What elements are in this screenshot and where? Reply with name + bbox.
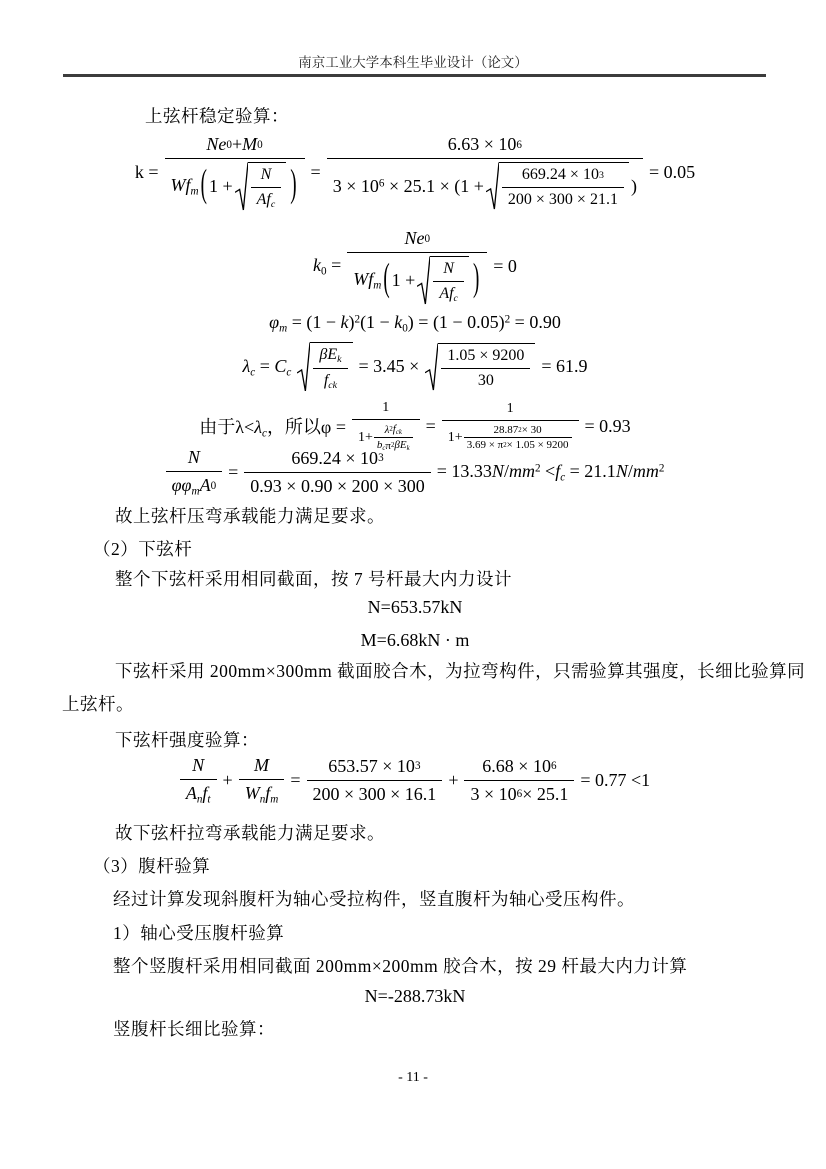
- open-paren: (: [383, 257, 390, 301]
- fraction-denominator: 200 × 300 × 21.1: [507, 191, 618, 209]
- fraction: [307, 755, 443, 806]
- fraction-denominator: [165, 159, 305, 212]
- plus-sign: +: [448, 769, 459, 790]
- fraction: [442, 400, 579, 452]
- term: $3 \times 10^6 \times 25.1 \times (1$ +: [332, 175, 484, 196]
- term: 1+: [357, 429, 373, 445]
- radicand: [248, 162, 287, 211]
- fraction: [433, 259, 464, 305]
- fraction-denominator: 3.69 × π 2 × 1.05 × 9200: [466, 439, 569, 452]
- fraction: [313, 345, 347, 392]
- para-lower-chord-conclusion: 故下弦杆拉弯承载能力满足要求。: [115, 823, 385, 843]
- fraction-denominator: $Af_c$: [439, 285, 458, 304]
- fraction-denominator: $W_nf_m$: [244, 783, 279, 806]
- fraction-denominator: $\varphi\varphi_mA$ 0: [171, 475, 217, 498]
- fraction-numerator: N: [251, 165, 282, 188]
- equals-sign: =: [290, 769, 301, 790]
- page-number: - 11 -: [398, 1070, 428, 1085]
- fraction: [464, 755, 574, 806]
- fraction: [347, 227, 487, 306]
- radical: [425, 343, 535, 391]
- value-axial-force-n2: N=-288.73kN: [364, 986, 466, 1006]
- formula-k: [62, 133, 768, 212]
- term: 1 +: [391, 269, 416, 290]
- term: 1+: [447, 429, 463, 445]
- fraction: [441, 346, 530, 391]
- fraction: [239, 754, 285, 806]
- radical-icon: [297, 342, 310, 392]
- fraction: [352, 399, 420, 453]
- open-paren: (: [200, 163, 207, 207]
- fraction-denominator: $Af_c$: [256, 191, 276, 210]
- term: = 3.45 ×: [358, 356, 420, 377]
- heading-vertical-web-slenderness: 竖腹杆长细比验算：: [113, 1019, 275, 1039]
- fraction-numerator: 669.24 × 10 3: [244, 447, 430, 473]
- para-web-member-finding: 经过计算发现斜腹杆为轴心受拉构件，竖直腹杆为轴心受压构件。: [113, 889, 635, 909]
- heading-lower-chord-strength: 下弦杆强度验算：: [115, 730, 259, 750]
- formula-k0: [62, 227, 768, 306]
- heading-compression-web-check: 1）轴心受压腹杆验算: [113, 923, 285, 943]
- heading-section-2-lower-chord: （2）下弦杆: [93, 539, 193, 559]
- plus-sign: +: [222, 769, 233, 790]
- fraction: [166, 446, 223, 498]
- equals-sign: =: [425, 415, 436, 436]
- formula-lead: $\lambda_c = C_c$: [242, 355, 292, 379]
- formula-lead: $k_0$ =: [313, 255, 342, 278]
- fraction: [244, 447, 430, 498]
- fraction: [180, 754, 217, 806]
- fraction: [251, 165, 282, 211]
- close-paren: ): [472, 257, 480, 301]
- fraction-numerator: 28.87 2 × 30: [464, 424, 572, 438]
- header-rule: [63, 74, 766, 77]
- fraction-denominator: 0.93 × 0.90 × 200 × 300: [250, 475, 425, 496]
- para-upper-chord-conclusion: 故上弦杆压弯承载能力满足要求。: [115, 506, 385, 526]
- formula-result: = $13.33N/mm^2 <f_c = 21.1N/mm^2$: [436, 461, 665, 484]
- formula-result: = 0.77 <1: [580, 769, 651, 790]
- formula-phi: [62, 399, 768, 453]
- equals-sign: =: [310, 161, 321, 182]
- radicand: [310, 342, 352, 392]
- equals-sign: =: [228, 461, 239, 482]
- fraction-numerator: 6.68 × 10 6: [464, 755, 574, 781]
- fraction-numerator: N: [166, 446, 223, 472]
- fraction-numerator: $\beta E_k$: [313, 345, 347, 369]
- radical: [486, 162, 629, 210]
- radical-icon: [486, 162, 499, 210]
- fraction-numerator: N: [180, 754, 217, 780]
- term: $Wf_m$: [353, 269, 382, 292]
- page-header-title: 南京工业大学本科生毕业设计（论文）: [298, 55, 528, 70]
- fraction-numerator: 669.24 × 10 3: [502, 165, 624, 188]
- value-moment-m: M=6.68kN · m: [360, 630, 470, 650]
- para-lower-chord-section-line2: 上弦杆。: [62, 694, 134, 714]
- fraction-denominator: $b_c$ π 2 $\beta E_k$: [376, 439, 410, 453]
- fraction-numerator: Ne 0: [347, 227, 487, 253]
- fraction-denominator: [327, 159, 643, 211]
- radical-icon: [417, 256, 430, 305]
- fraction-denominator: [347, 253, 487, 306]
- term: 1 +: [208, 175, 233, 196]
- close-paren: ): [290, 163, 297, 207]
- para-lower-chord-section-line1: 下弦杆采用 200mm×300mm 截面胶合木，为拉弯构件，只需验算其强度，长细比验算同: [115, 661, 806, 681]
- fraction-numerator: λ 2 $f_{ck}$: [374, 423, 413, 438]
- radical: [297, 342, 352, 392]
- formula-result: = 0: [493, 255, 517, 276]
- formula-result: = 61.9: [541, 356, 588, 377]
- heading-upper-chord-stability: 上弦杆稳定验算：: [145, 106, 289, 126]
- formula-lambda-c: [62, 342, 768, 392]
- fraction-numerator: 1: [352, 399, 420, 420]
- formula-result: = 0.05: [648, 161, 696, 182]
- formula-lower-chord-strength: [62, 754, 768, 806]
- fraction-denominator: 30: [477, 371, 494, 389]
- heading-section-3-web-members: （3）腹杆验算: [93, 856, 211, 876]
- formula-lead: 由于$\lambda<\lambda_c$，所以φ =: [199, 416, 346, 440]
- formula-phi-m: [62, 312, 768, 334]
- formula-result: = 0.93: [584, 415, 631, 436]
- fraction-numerator: N: [433, 259, 464, 282]
- formula-upper-chord-stress: [62, 446, 768, 498]
- para-lower-chord-design: 整个下弦杆采用相同截面，按 7 号杆最大内力设计: [115, 569, 512, 589]
- fraction-numerator: M: [239, 754, 285, 780]
- fraction-denominator: 3 × 10 6 × 25.1: [470, 783, 569, 804]
- radical-icon: [425, 343, 438, 391]
- fraction-denominator: $f_{ck}$: [323, 371, 338, 391]
- close-paren: ): [630, 175, 637, 196]
- fraction: [165, 133, 305, 212]
- fraction-numerator: Ne 0 + M 0: [165, 133, 305, 159]
- radical: [417, 256, 469, 305]
- radicand: [438, 343, 535, 391]
- radicand: [499, 162, 629, 210]
- radical: [235, 162, 287, 211]
- fraction-denominator: 200 × 300 × 16.1: [312, 783, 437, 804]
- fraction-denominator: $A_nf_t$: [185, 783, 211, 806]
- fraction-numerator: 1: [442, 400, 579, 421]
- fraction: [327, 133, 643, 211]
- fraction: [502, 165, 624, 210]
- radicand: [430, 256, 469, 305]
- fraction-numerator: 6.63 × 10 6: [327, 133, 643, 159]
- value-axial-force-n: N=653.57kN: [367, 597, 463, 617]
- para-vertical-web-design: 整个竖腹杆采用相同截面 200mm×200mm 胶合木，按 29 杆最大内力计算: [113, 956, 688, 976]
- formula-text: $\varphi_m = (1 - k)^2(1 - k_0) = (1 - 0.05)^2 = 0.90$: [269, 312, 561, 335]
- fraction-numerator: 1.05 × 9200: [441, 346, 530, 369]
- term: $Wf_m$: [170, 175, 199, 198]
- formula-lead: k =: [134, 161, 159, 182]
- fraction-numerator: 653.57 × 10 3: [307, 755, 443, 781]
- radical-icon: [235, 162, 248, 211]
